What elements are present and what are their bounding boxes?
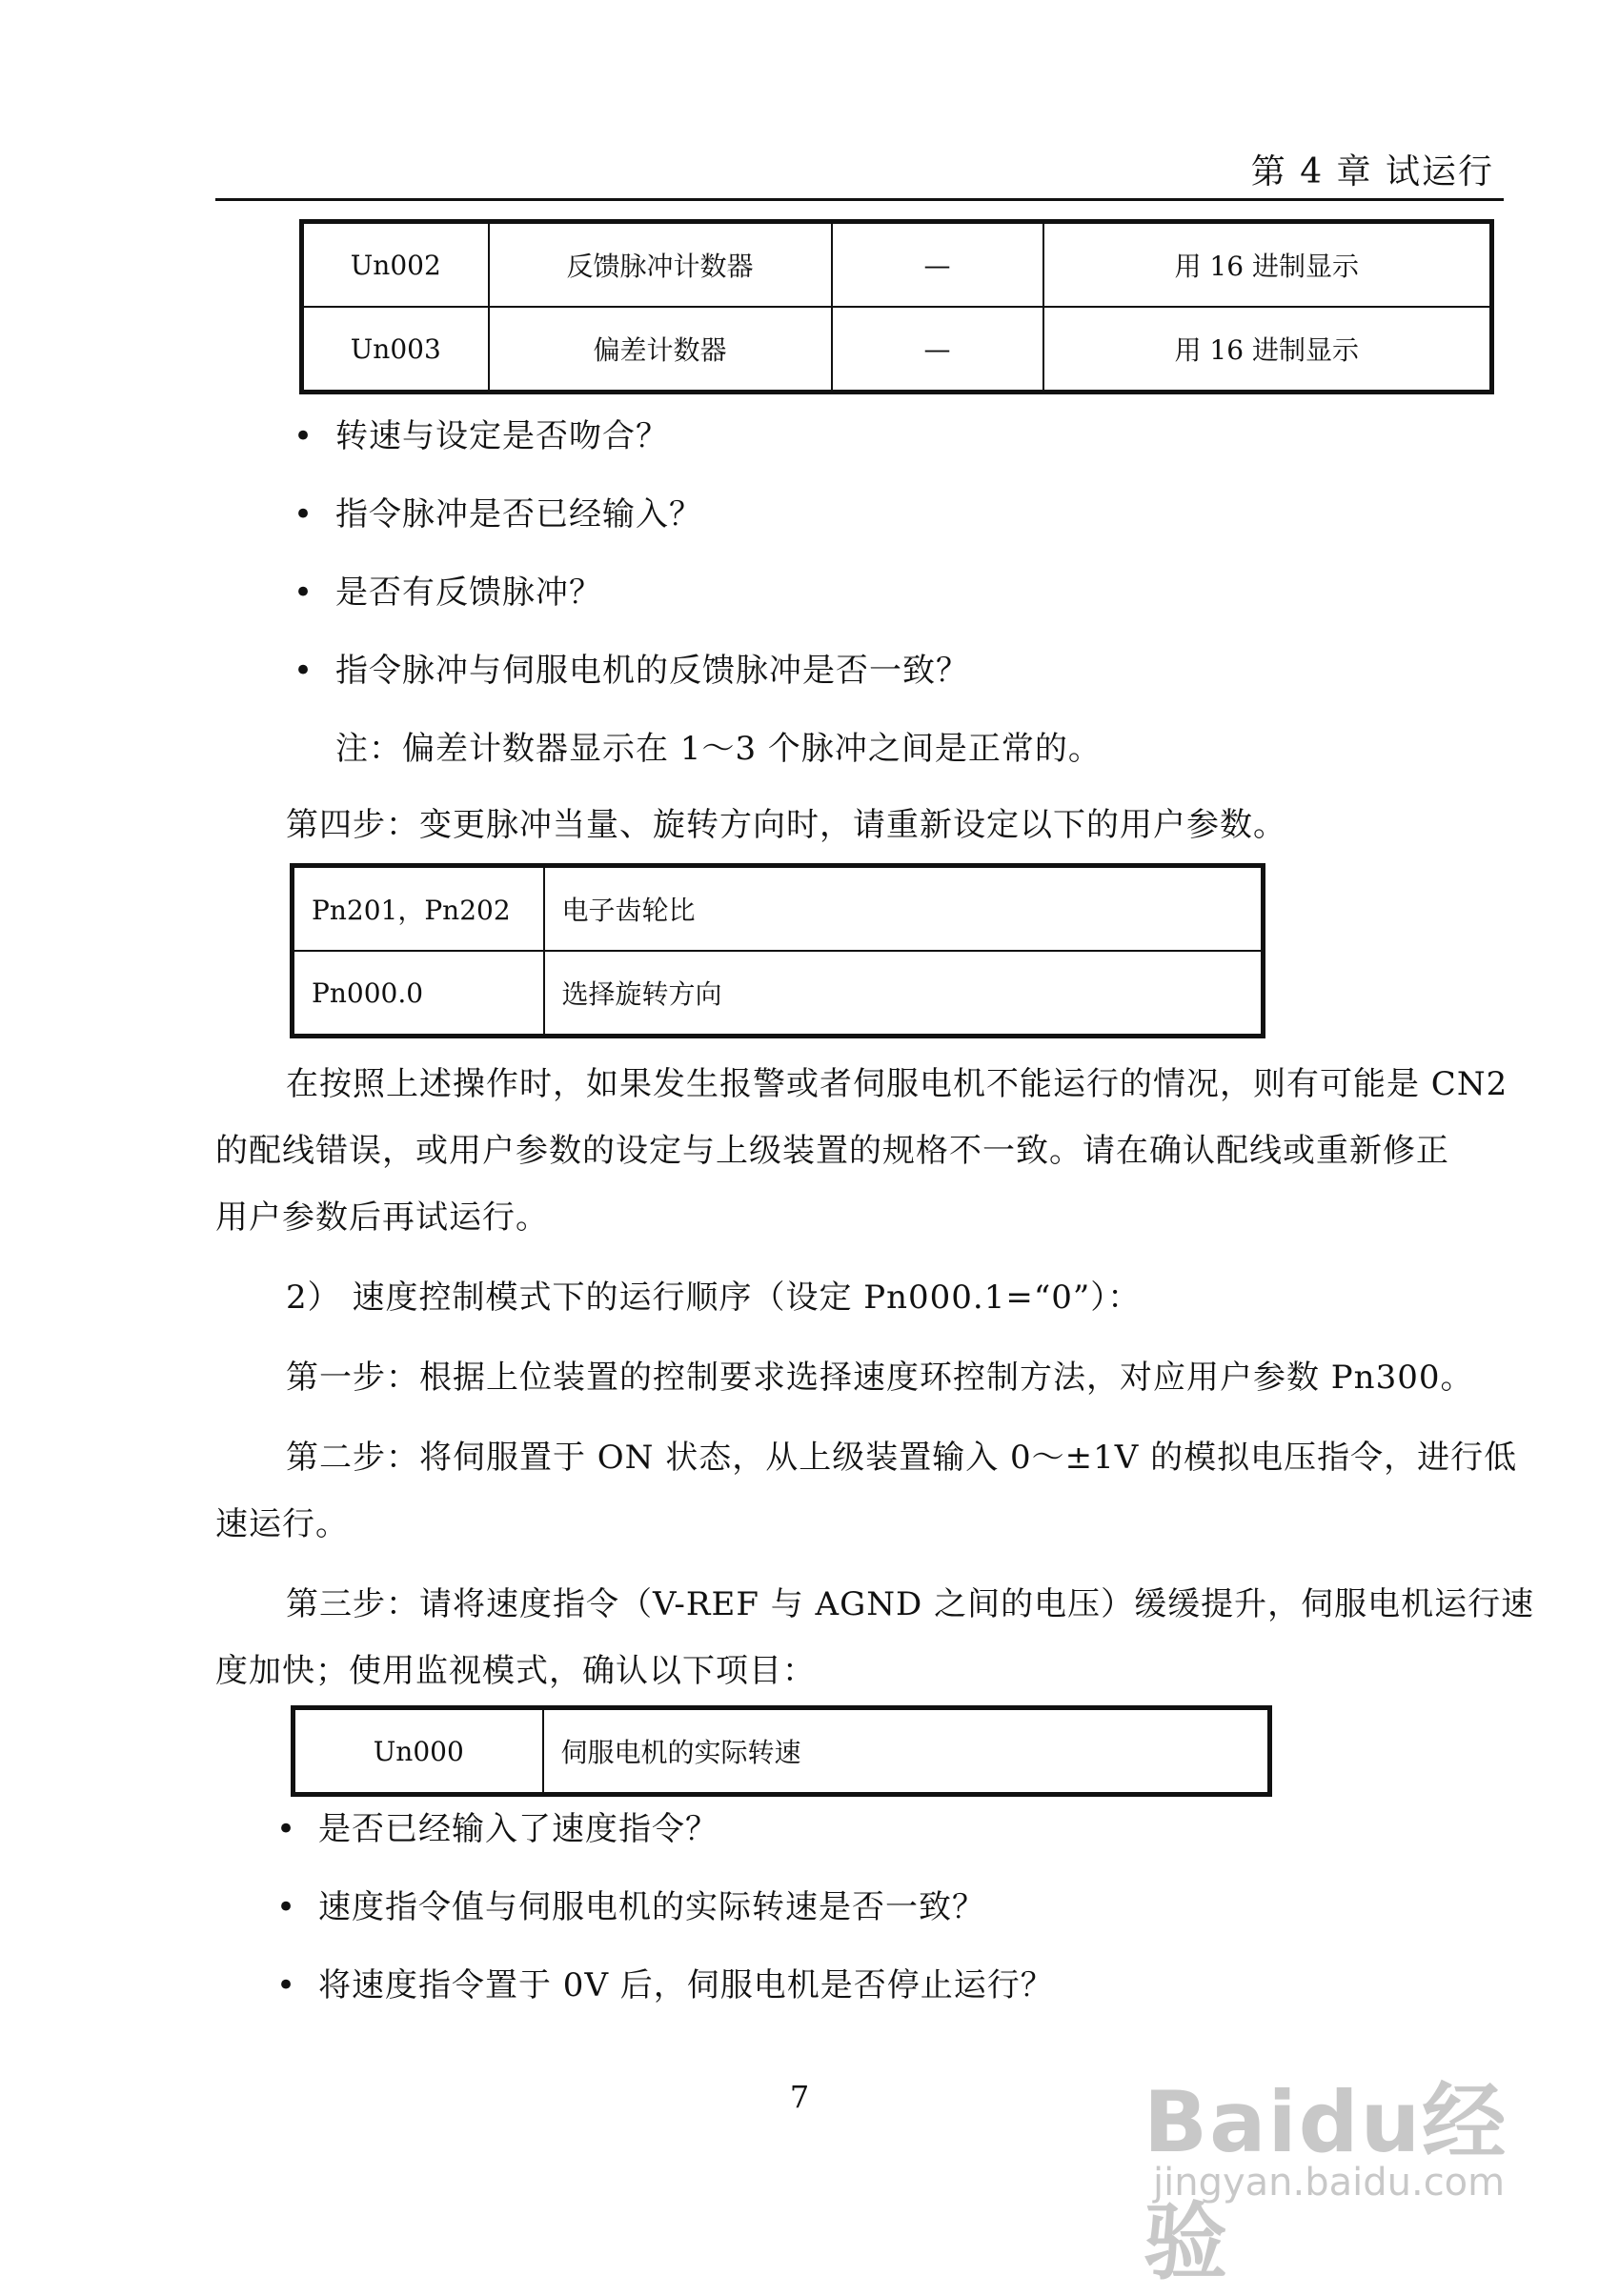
list-item-text: 指令脉冲是否已经输入？ <box>335 495 702 534</box>
list-item: • 将速度指令置于 0V 后，伺服电机是否停止运行？ <box>276 1966 1054 2004</box>
list-item-text: 指令脉冲与伺服电机的反馈脉冲是否一致？ <box>335 652 969 690</box>
step-two-line: 第二步：将伺服置于 ON 状态，从上级装置输入 0～±1V 的模拟电压指令，进行低 <box>286 1439 1518 1477</box>
table-cell-param: Pn201，Pn202 <box>293 866 544 952</box>
table-cell-code: Un002 <box>302 222 489 308</box>
baidu-watermark <box>1144 2056 1525 2291</box>
list-item-text: 将速度指令置于 0V 后，伺服电机是否停止运行？ <box>318 1966 1054 2004</box>
table-cell-desc: 电子齿轮比 <box>544 866 1264 952</box>
step-three-line: 度加快；使用监视模式，确认以下项目： <box>215 1652 816 1690</box>
table-cell-unit: — <box>832 307 1043 393</box>
note-text: 注：偏差计数器显示在 1～3 个脉冲之间是正常的。 <box>335 730 1102 768</box>
table-row <box>293 1708 1270 1795</box>
parameter-table <box>290 863 1265 1038</box>
table-cell-desc: 选择旋转方向 <box>544 951 1264 1037</box>
table-cell-unit: — <box>832 222 1043 308</box>
speed-monitor-table <box>291 1705 1272 1797</box>
paragraph-line: 的配线错误，或用户参数的设定与上级装置的规格不一致。请在确认配线或重新修正 <box>215 1132 1449 1170</box>
list-item-text: 是否有反馈脉冲？ <box>335 574 602 612</box>
table-cell-desc: 伺服电机的实际转速 <box>543 1708 1270 1795</box>
header-rule <box>215 198 1504 201</box>
chapter-header: 第 4 章 试运行 <box>1250 152 1494 191</box>
table-cell-note: 用 16 进制显示 <box>1043 222 1492 308</box>
table-row <box>302 307 1492 393</box>
page-number: 7 <box>789 2079 810 2115</box>
table-cell-name: 反馈脉冲计数器 <box>489 222 832 308</box>
step-four-text: 第四步：变更脉冲当量、旋转方向时，请重新设定以下的用户参数。 <box>286 806 1286 844</box>
list-item: • 是否已经输入了速度指令？ <box>276 1810 719 1848</box>
watermark-url: jingyan.baidu.com <box>1153 2161 1506 2205</box>
table-row <box>293 951 1264 1037</box>
paragraph-line: 用户参数后再试运行。 <box>215 1198 549 1237</box>
list-item: • 速度指令值与伺服电机的实际转速是否一致？ <box>276 1888 985 1926</box>
table-cell-param: Pn000.0 <box>293 951 544 1037</box>
list-item: • 指令脉冲是否已经输入？ <box>293 495 702 534</box>
table-cell-code: Un003 <box>302 307 489 393</box>
table-row <box>293 866 1264 952</box>
table-cell-name: 偏差计数器 <box>489 307 832 393</box>
step-two-line: 速运行。 <box>215 1505 349 1543</box>
watermark-logo: Baidu经验 <box>1144 2073 1508 2291</box>
list-item: • 转速与设定是否吻合？ <box>293 417 669 455</box>
step-one-text: 第一步：根据上位装置的控制要求选择速度环控制方法，对应用户参数 Pn300。 <box>286 1359 1474 1397</box>
list-item-text: 速度指令值与伺服电机的实际转速是否一致？ <box>318 1888 985 1926</box>
table-cell-note: 用 16 进制显示 <box>1043 307 1492 393</box>
step-three-line: 第三步：请将速度指令（V-REF 与 AGND 之间的电压）缓缓提升，伺服电机运行速 <box>286 1585 1535 1623</box>
list-item-text: 是否已经输入了速度指令？ <box>318 1810 719 1848</box>
section-heading: 2） 速度控制模式下的运行顺序（设定 Pn000.1=“0”）： <box>286 1279 1142 1317</box>
list-item: • 指令脉冲与伺服电机的反馈脉冲是否一致？ <box>293 652 969 690</box>
table-row <box>302 222 1492 308</box>
paragraph-line: 在按照上述操作时，如果发生报警或者伺服电机不能运行的情况，则有可能是 CN2 <box>286 1065 1508 1103</box>
list-item: • 是否有反馈脉冲？ <box>293 574 602 612</box>
monitor-table <box>299 219 1494 394</box>
table-cell-param: Un000 <box>293 1708 543 1795</box>
list-item-text: 转速与设定是否吻合？ <box>335 417 669 455</box>
